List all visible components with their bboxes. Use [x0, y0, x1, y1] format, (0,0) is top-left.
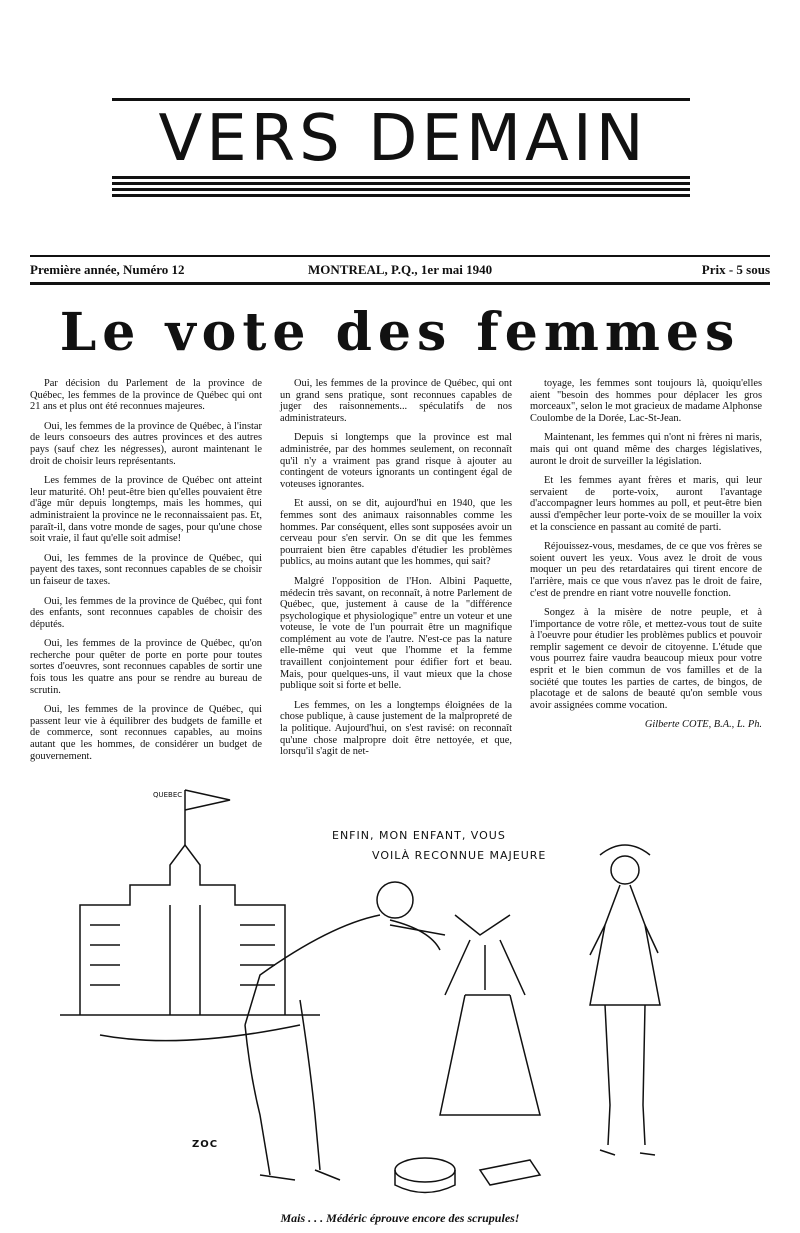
article-column-2 — [280, 378, 512, 766]
cartoon-illustration — [60, 775, 750, 1205]
paragraph: Et les femmes ayant frères et maris, qui leur servaient de porte-voix, auront l'avantage d'accompagner leurs hommes au poll, et peut-être bien aussi d'empêcher leur porte-voix de se mouiller la voix et la conscience en passant au comité de parti. — [530, 475, 762, 533]
masthead — [112, 98, 690, 198]
paragraph: Oui, les femmes de la province de Québec, à l'instar de leurs consoeurs des autres provinces et des autres pays (sauf chez les négresses), auront maintenant le droit de choisir leurs représentants. — [30, 420, 262, 467]
paragraph: Songez à la misère de notre peuple, et à l'importance de votre rôle, et mettez-vous tout de suite à l'oeuvre pour étudier les problèmes publics et pouvoir remplir sagement ce devoir de citoyenne. L'étude que vous pourrez faire vaudra beaucoup mieux pour votre esprit et le bien commun de vos familles et de la société que toutes les parties de cartes, de bingos, de placotage et de salons de beauté qu'on semble vous avoir assignées comme vocation. — [530, 607, 762, 711]
speech-line-2: VOILÀ RECONNUE MAJEURE — [372, 849, 547, 862]
issue-number: Première année, Numéro 12 — [30, 262, 185, 277]
dateline-bottom-rule — [30, 282, 770, 285]
dateline-top-rule — [30, 255, 770, 257]
cartoon-caption: Mais . . . Médéric éprouve encore des scrupules! — [280, 1211, 520, 1225]
paragraph: Depuis si longtemps que la province est mal administrée, par des hommes seulement, on reconnaît qu'il n'y a vraiment pas grand risque à ajouter au contingent de voteurs ignorants un contingent égal de voteuses ignorantes. — [280, 432, 512, 490]
place-date: MONTREAL, P.Q., 1er mai 1940 — [308, 262, 493, 277]
masthead-title: VERS DEMAIN — [112, 104, 694, 174]
paragraph: Oui, les femmes de la province de Québec, qui payent des taxes, sont reconnues capables de se choisir un faiseur de taxes. — [30, 552, 262, 587]
paragraph: Maintenant, les femmes qui n'ont ni frères ni maris, mais qui ont quand même des charges législatives, auront le droit de surveiller la législation. — [530, 432, 762, 467]
paragraph: Oui, les femmes de la province de Québec, qui ont un grand sens pratique, sont reconnues capables de juger des raisonnements... spéculatifs de nos administrateurs. — [280, 378, 512, 424]
masthead-bottom-lines — [112, 176, 690, 200]
paragraph: Oui, les femmes de la province de Québec, qui font des enfants, sont reconnues capables de choisir des députés. — [30, 595, 262, 630]
headline: Le vote des femmes — [59, 302, 741, 363]
artist-signature: ZOC — [192, 1139, 219, 1150]
paragraph: Oui, les femmes de la province de Québec, qui passent leur vie à équilibrer des budgets de famille et de commerce, sont reconnues capables, au moins autant que les hommes, de considérer un budget de gouvernement. — [30, 704, 262, 762]
paragraph: Par décision du Parlement de la province de Québec, les femmes de la province de Québec qui ont 21 ans et plus ont été reconnues majeures. — [30, 378, 262, 413]
paragraph: Réjouissez-vous, mesdames, de ce que vos frères se soient ouvert les yeux. Vous avez le droit de vous moquer un peu des retardataires qui tirent encore de l'arrière, mais ce que vous n'avez pas le droit de faire, c'est de prendre en riant votre nouvelle fonction. — [530, 541, 762, 599]
article-column-1 — [30, 378, 262, 770]
flag-text: QUEBEC — [153, 791, 183, 799]
dateline — [30, 262, 770, 280]
price: Prix - 5 sous — [701, 262, 770, 277]
article-column-3 — [530, 378, 762, 739]
author-signature: Gilberte COTE, B.A., L. Ph. — [644, 719, 762, 731]
paragraph: Et aussi, on se dit, aujourd'hui en 1940, que les femmes sont des animaux raisonnables comme les hommes. Par conséquent, elles sont supposées avoir un cerveau pour s'en servir. On se dit que les femmes pourraient bien être capables d'étudier les problèmes publics, au moins autant que les hommes, qui sait? — [280, 498, 512, 568]
paragraph: Malgré l'opposition de l'Hon. Albini Paquette, médecin très savant, on reconnaît, à notre Parlement de Québec, que, justement à cause de la "différence psychologique et physiologique" entre un voteur et une voteuse, le vote de l'un pourrait être un magnifique complément au vote de l'autre. N'est-ce pas la nature elle-même qui veut que l'homme et la femme travaillent conjointement pour édifier fort et beau. Mais, pour quelques-uns, il vaut mieux que la chose publique soit si forte et belle. — [280, 575, 512, 692]
speech-line-1: ENFIN, MON ENFANT, VOUS — [332, 829, 506, 842]
paragraph: Les femmes, on les a longtemps éloignées de la chose publique, à cause justement de la malpropreté de la politique. Aujourd'hui, on s'est ravisé: on reconnaît qu'une chose malpropre doit être nettoyée, et que, lorsqu'il s'agit de net- — [280, 699, 512, 758]
paragraph: Oui, les femmes de la province de Québec, qu'on recherche pour quêter de porte en porte pour toutes sortes d'oeuvres, sont reconnues capables de sortir une fois tous les quatre ans pour se rendre au bureau de scrutin. — [30, 638, 262, 696]
paragraph: toyage, les femmes sont toujours là, quoiqu'elles aient "besoin des hommes pour déplacer les gros morceaux", selon le mot gracieux de madame Alphonse Coulombe de la Dorée, Lac-St-Jean. — [530, 378, 762, 424]
paragraph: Les femmes de la province de Québec ont atteint leur maturité. Oh! peut-être bien qu'elles pouvaient être d'âge mûr depuis longtemps, mais les hommes, qui administraient la province ne le reconnaissaient pas. Et, paraît-il, dans votre monde de sages, pour qu'une chose soit vraie, il faut qu'elle soit admise! — [30, 475, 262, 545]
